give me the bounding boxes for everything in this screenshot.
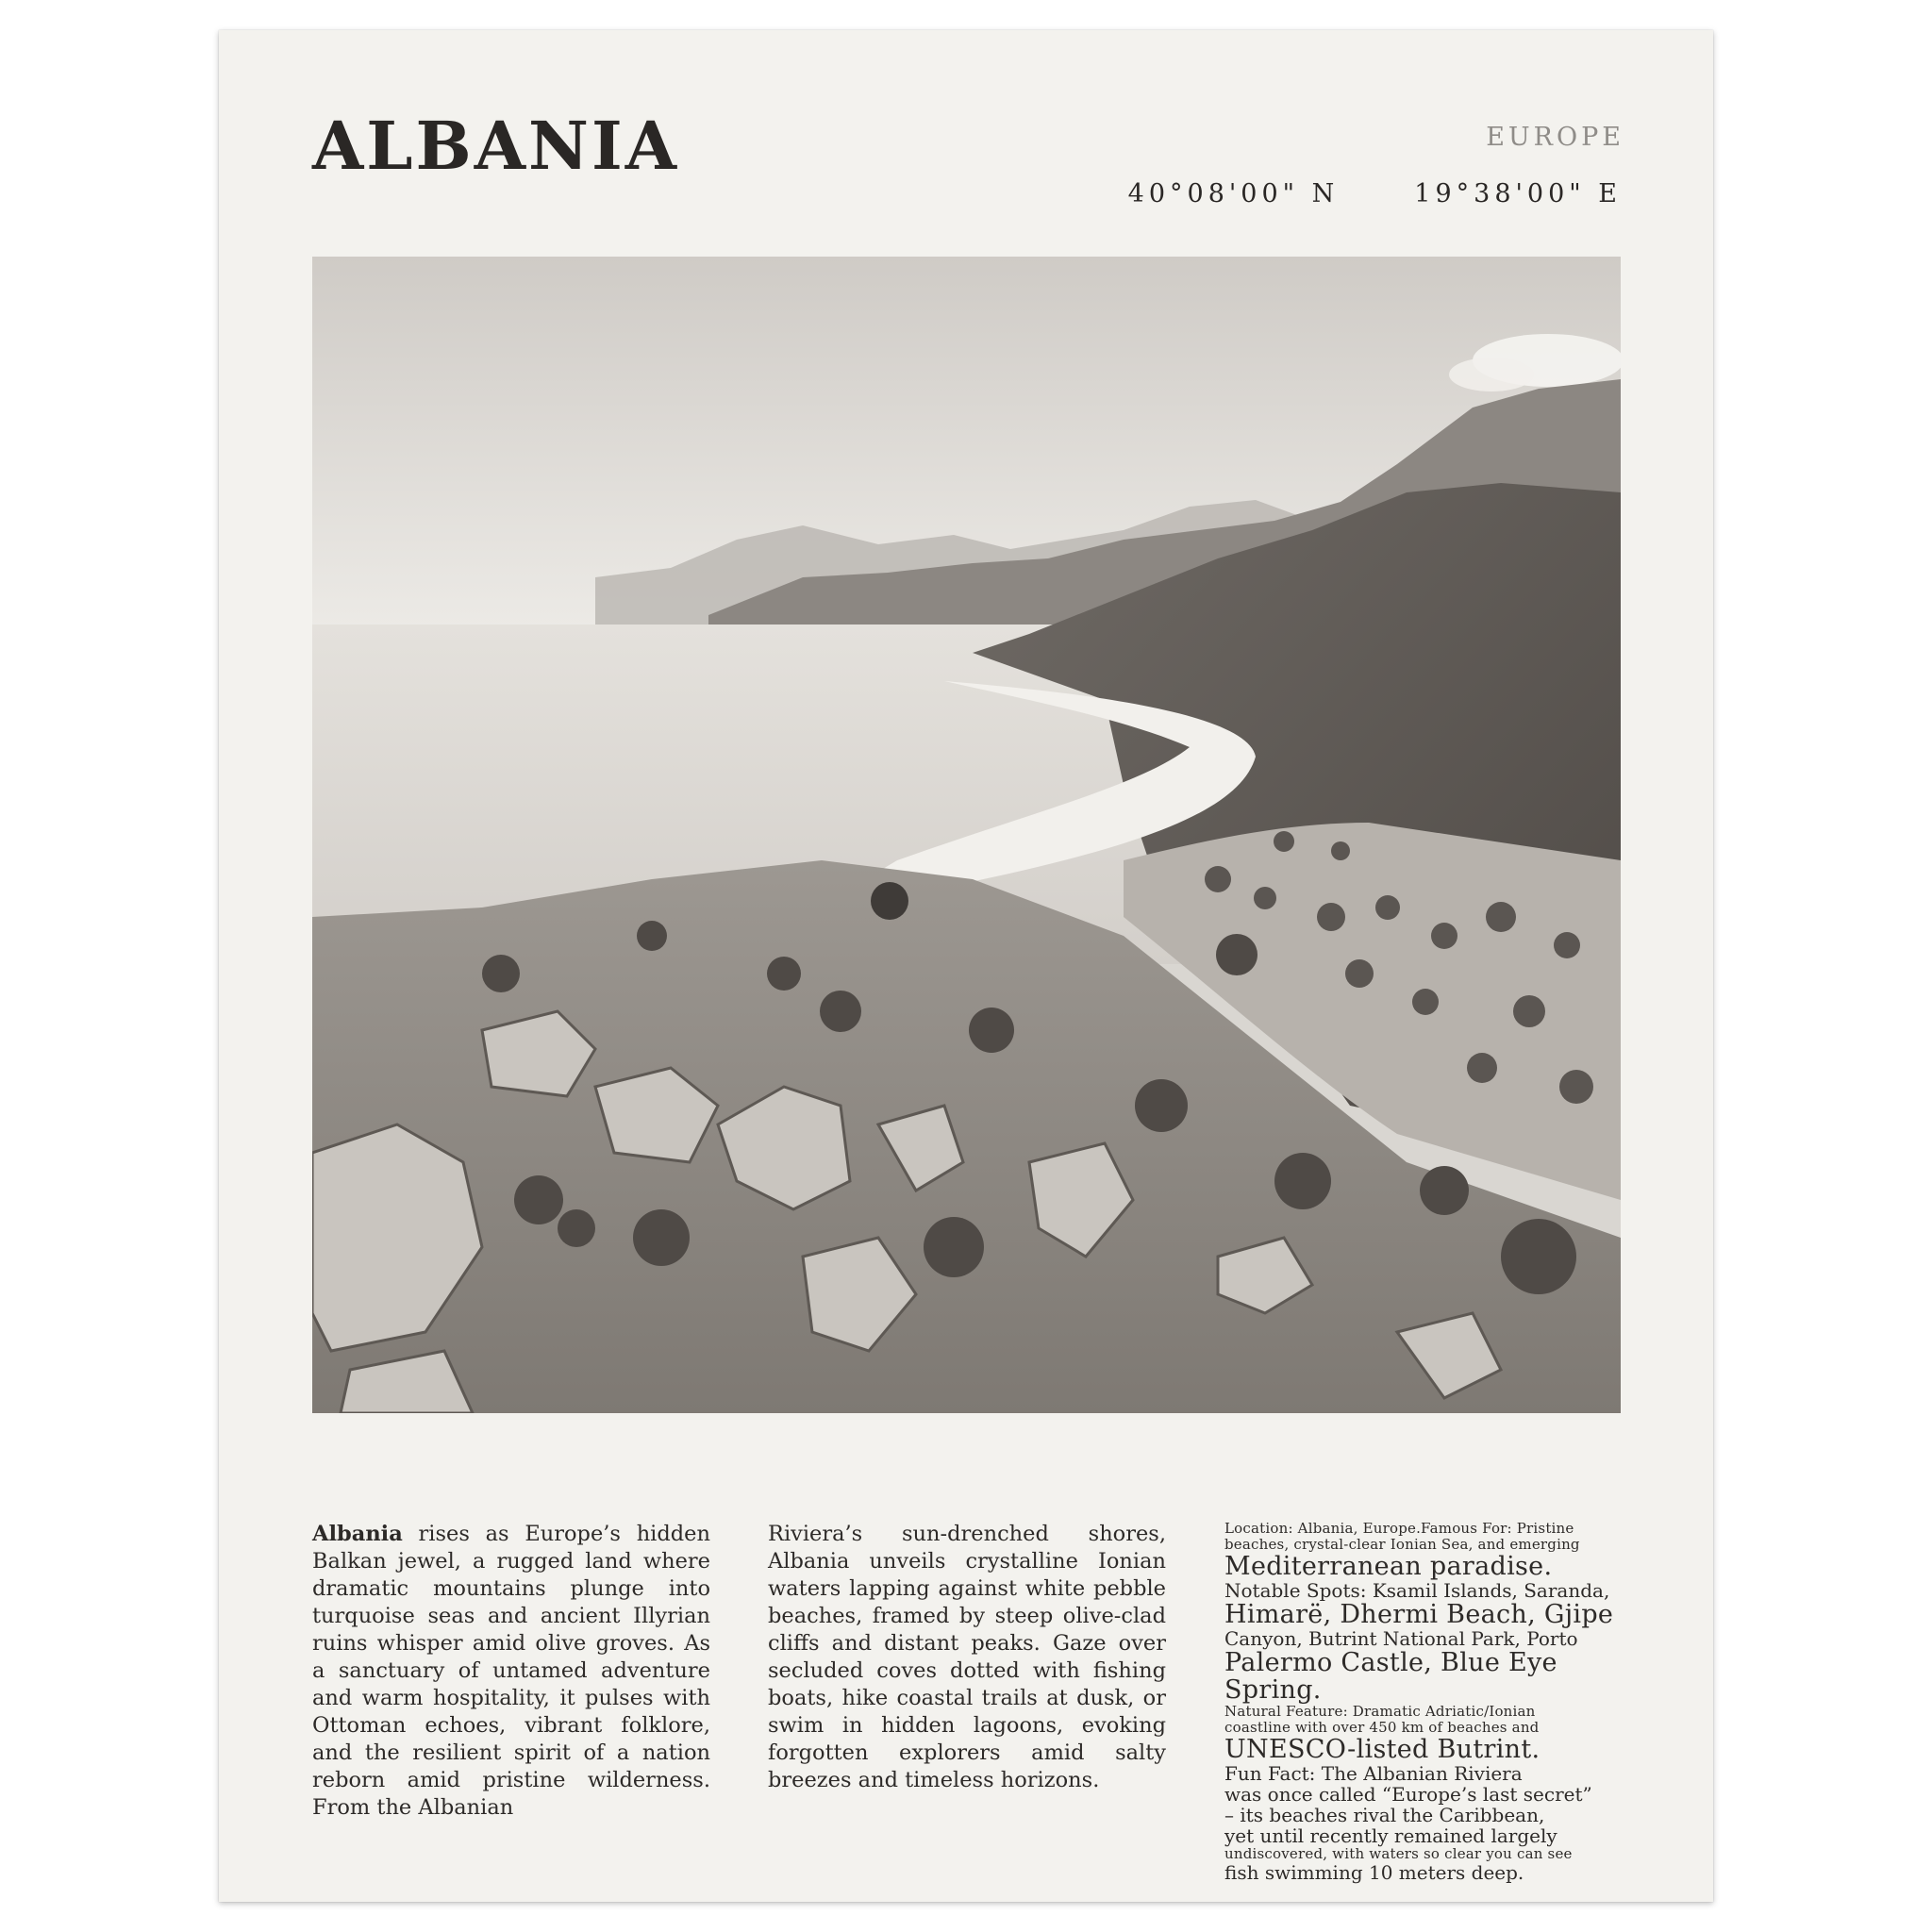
fact-line: Natural Feature: Dramatic Adriatic/Ionian [1224,1703,1536,1720]
continent-label: EUROPE [1486,123,1624,152]
lone-tree [871,882,908,920]
fact-line: – its beaches rival the Caribbean, [1224,1804,1545,1826]
fact-line: Notable Spots: Ksamil Islands, Saranda, [1224,1579,1610,1602]
longitude: 19°38'00" E [1414,179,1622,208]
coordinates [1128,179,1622,208]
fact-line: beaches, crystal-clear Ionian Sea, and emerging [1224,1536,1580,1553]
fact-line: Palermo Castle, Blue Eye Spring. [1224,1648,1557,1705]
fact-line: Mediterranean paradise. [1224,1552,1553,1581]
body-column-2 [768,1521,1166,1794]
fact-line: Canyon, Butrint National Park, Porto [1224,1627,1578,1650]
fact-line: Location: Albania, Europe.Famous For: Pristine [1224,1520,1574,1537]
fact-line: Himarë, Dhermi Beach, Gjipe [1224,1600,1614,1629]
facts-column [1224,1521,1621,1883]
latitude: 40°08'00" N [1127,179,1340,208]
landscape-illustration [312,257,1621,1413]
cloud [1449,358,1534,391]
fact-line: coastline with over 450 km of beaches and [1224,1719,1540,1736]
poster-title: ALBANIA [312,107,680,185]
fact-line: undiscovered, with waters so clear you can see [1224,1845,1573,1862]
landscape-photo [312,257,1621,1413]
poster [219,30,1713,1902]
fact-line: yet until recently remained largely [1224,1824,1557,1847]
body-text-2: Riviera’s sun-drenched shores, Albania unveils crystalline Ionian waters lapping against white pebble beaches, framed by steep olive-clad cliffs and distant peaks. Gaze over secluded coves dotted with fishing boats, hike coastal trails at dusk, or swim in hidden lagoons, evoking forgotten explorers amid salty breezes and timeless horizons. [768,1522,1166,1792]
fact-line: UNESCO-listed Butrint. [1224,1735,1541,1764]
fact-line: was once called “Europe’s last secret” [1224,1783,1592,1806]
fact-line: Fun Fact: The Albanian Riviera [1224,1762,1523,1785]
lead-word: Albania [312,1522,403,1546]
body-column-1 [312,1521,710,1822]
body-text-1: rises as Europe’s hidden Balkan jewel, a rugged land where dramatic mountains plunge into turquoise seas and ancient Illyrian ruins whisper amid olive groves. As a sanctuary of untamed adventure and warm hospitality, it pulses with Ottoman echoes, vibrant folklore, and the resilient spirit of a nation reborn amid pristine wilderness. From the Albanian [312,1522,710,1820]
fact-line: fish swimming 10 meters deep. [1224,1861,1524,1884]
